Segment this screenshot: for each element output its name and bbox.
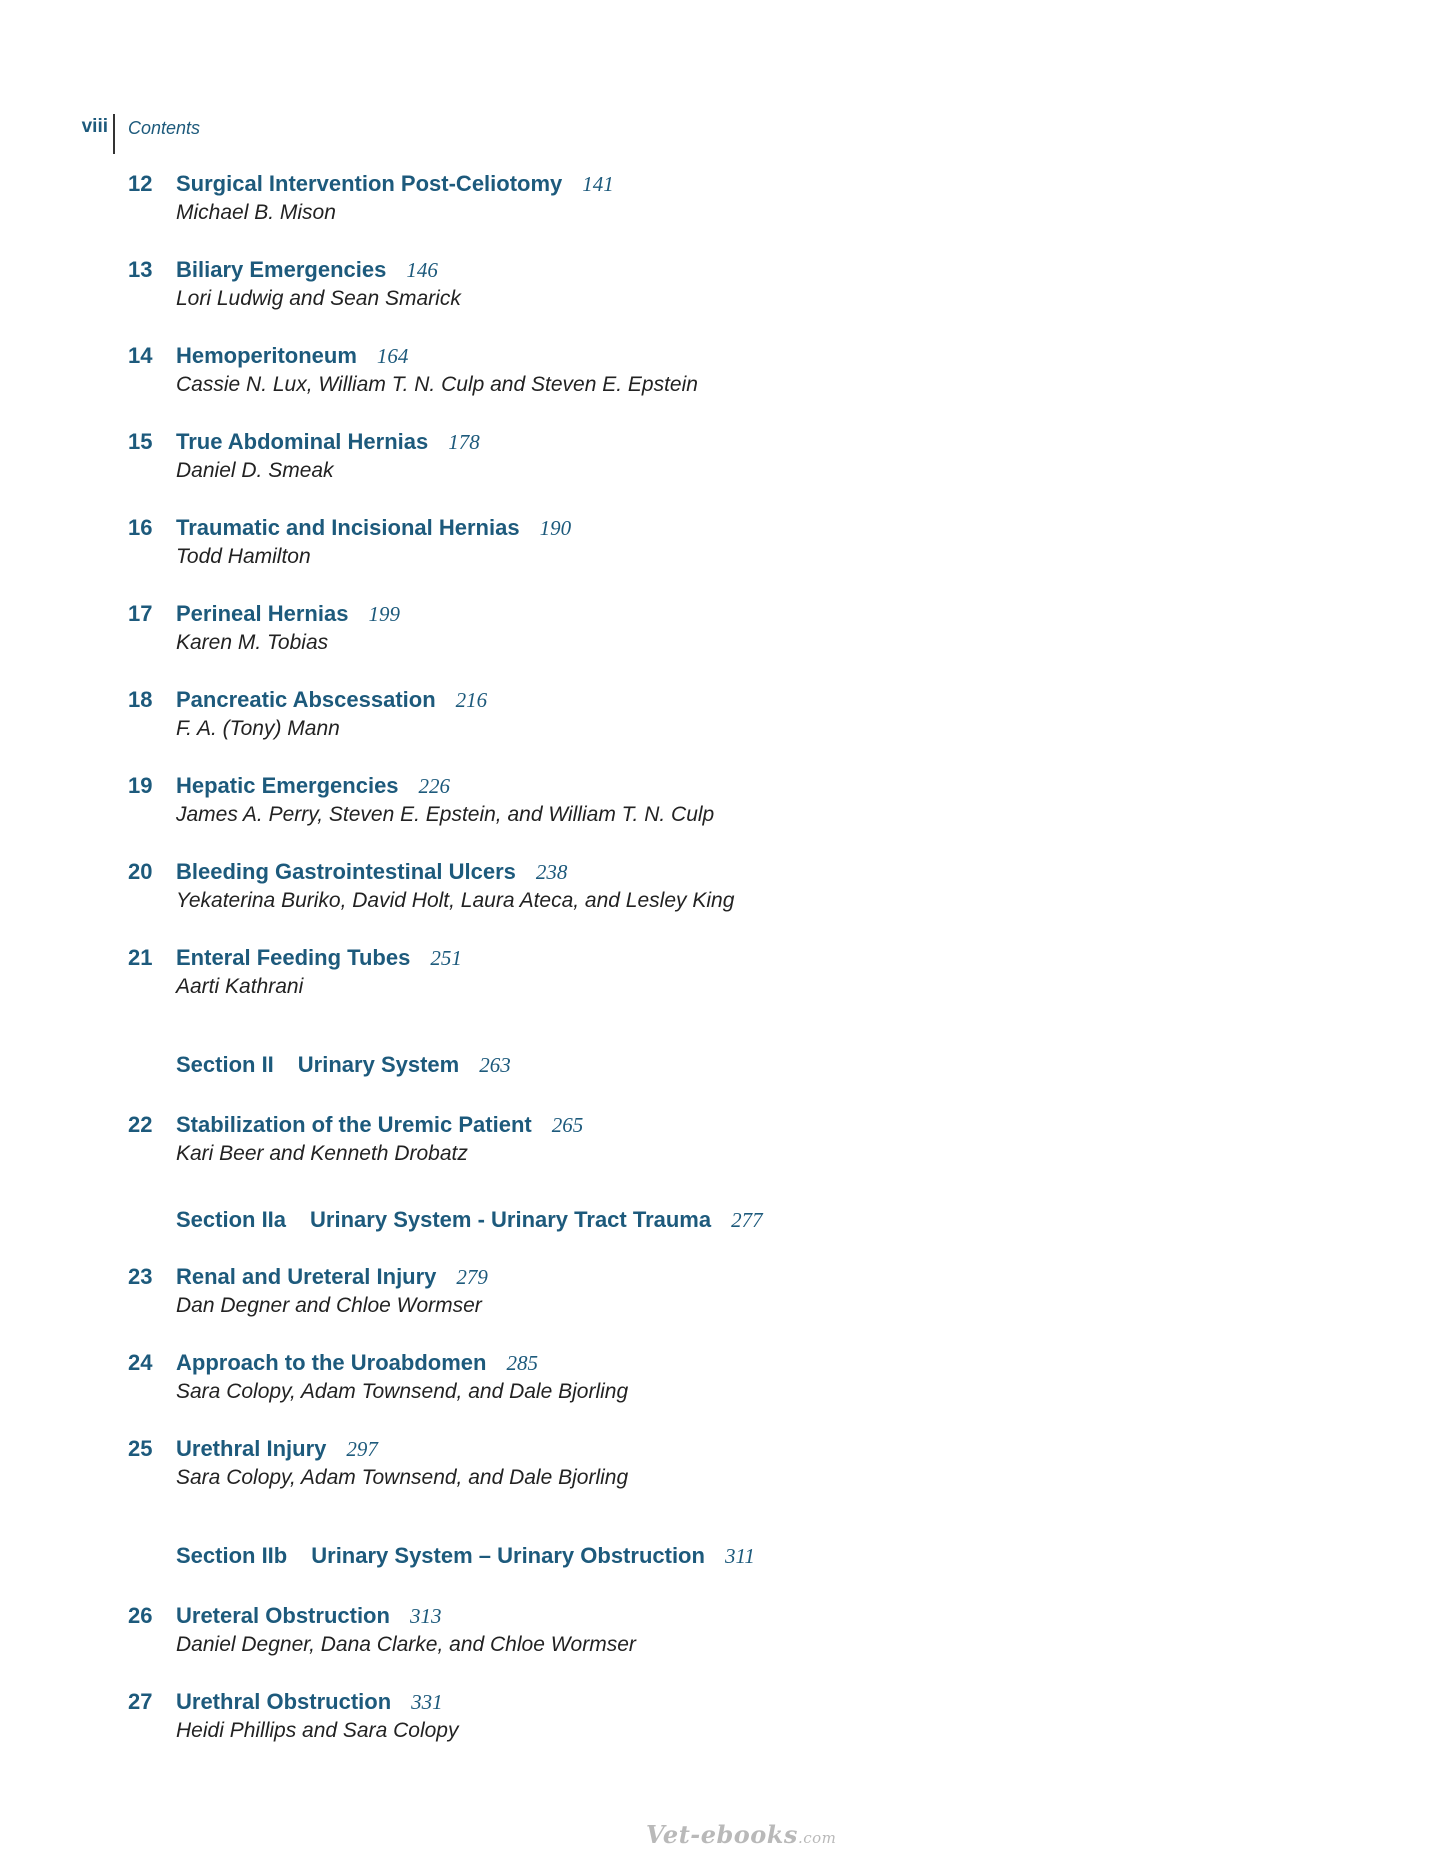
chapter-title-group [176, 1112, 583, 1138]
chapter-title: Pancreatic Abscessation [176, 687, 436, 712]
chapter-authors: Lori Ludwig and Sean Smarick [176, 287, 461, 310]
chapter-page-number: 313 [409, 1604, 442, 1628]
chapter-page-number: 216 [455, 688, 488, 712]
chapter-title-group [176, 601, 400, 627]
chapter-page-number: 279 [456, 1265, 488, 1289]
chapter-page-number: 141 [582, 172, 614, 196]
chapter-authors: Todd Hamilton [176, 545, 311, 568]
section-page-number: 263 [479, 1053, 511, 1077]
chapter-line [0, 1689, 1445, 1719]
chapter-line [0, 1350, 1445, 1380]
chapter-number: 23 [128, 1264, 153, 1289]
chapter-title: Hemoperitoneum [176, 343, 357, 368]
chapter-number: 12 [128, 171, 153, 196]
section-page-number: 277 [731, 1208, 763, 1232]
chapter-page-number: 164 [376, 344, 409, 368]
chapter-entry [0, 1436, 1445, 1489]
chapter-number: 21 [128, 945, 153, 970]
chapter-title: Urethral Obstruction [176, 1689, 392, 1714]
chapter-entry [0, 257, 1445, 310]
chapter-title-group [176, 859, 567, 885]
chapter-title-group [176, 343, 408, 369]
chapter-authors: Dan Degner and Chloe Wormser [176, 1294, 482, 1317]
chapter-entry [0, 1603, 1445, 1656]
chapter-title-group [176, 1264, 488, 1290]
chapter-page-number: 285 [506, 1351, 538, 1375]
chapter-entry [0, 687, 1445, 740]
chapter-number: 22 [128, 1112, 153, 1137]
chapter-title-group [176, 1436, 378, 1462]
chapter-line [0, 429, 1445, 459]
chapter-title-group [176, 1603, 441, 1629]
chapter-authors: Kari Beer and Kenneth Drobatz [176, 1142, 468, 1165]
chapter-authors: James A. Perry, Steven E. Epstein, and William T. N. Culp [176, 803, 715, 826]
chapter-line [0, 1264, 1445, 1294]
chapter-authors: Heidi Phillips and Sara Colopy [176, 1719, 459, 1742]
chapter-number: 19 [128, 773, 153, 798]
section-line [0, 1052, 1445, 1082]
chapter-authors: Sara Colopy, Adam Townsend, and Dale Bjorling [176, 1380, 629, 1403]
chapter-page-number: 146 [406, 258, 438, 282]
section-heading [0, 1052, 1445, 1082]
chapter-number: 17 [128, 601, 153, 626]
chapter-entry [0, 343, 1445, 396]
chapter-title: Urethral Injury [176, 1436, 327, 1461]
chapter-page-number: 199 [368, 602, 400, 626]
chapter-title: True Abdominal Hernias [176, 429, 429, 454]
chapter-line [0, 1112, 1445, 1142]
chapter-title-group [176, 945, 462, 971]
chapter-entry [0, 429, 1445, 482]
chapter-authors: Cassie N. Lux, William T. N. Culp and Steven E. Epstein [176, 373, 698, 396]
chapter-title: Stabilization of the Uremic Patient [176, 1112, 532, 1137]
section-heading [0, 1207, 1445, 1237]
chapter-number: 15 [128, 429, 153, 454]
running-head: Contents [128, 118, 201, 138]
chapter-number: 27 [128, 1689, 153, 1714]
section-label: Section II [176, 1052, 274, 1077]
chapter-entry [0, 859, 1445, 912]
header-divider [113, 114, 115, 154]
chapter-entry [0, 1350, 1445, 1403]
chapter-title: Hepatic Emergencies [176, 773, 399, 798]
chapter-authors: Michael B. Mison [176, 201, 336, 224]
chapter-line [0, 773, 1445, 803]
chapter-title: Biliary Emergencies [176, 257, 387, 282]
chapter-title-group [176, 257, 438, 283]
chapter-authors: Aarti Kathrani [176, 975, 304, 998]
chapter-line [0, 687, 1445, 717]
chapter-page-number: 297 [346, 1437, 378, 1461]
chapter-title: Renal and Ureteral Injury [176, 1264, 437, 1289]
chapter-title-group [176, 171, 614, 197]
chapter-title-group [176, 1350, 538, 1376]
chapter-title-group [176, 429, 480, 455]
chapter-page-number: 178 [448, 430, 480, 454]
chapter-number: 13 [128, 257, 153, 282]
watermark-logo-main: Vet-ebooks [646, 1820, 798, 1849]
chapter-authors: Sara Colopy, Adam Townsend, and Dale Bjorling [176, 1466, 629, 1489]
page-folio: viii [81, 116, 108, 137]
section-title-group [176, 1207, 763, 1233]
chapter-title: Enteral Feeding Tubes [176, 945, 411, 970]
chapter-title-group [176, 687, 487, 713]
chapter-title-group [176, 773, 450, 799]
chapter-entry [0, 601, 1445, 654]
section-title-group [176, 1543, 755, 1569]
watermark-logo [646, 1820, 836, 1849]
chapter-page-number: 226 [418, 774, 451, 798]
chapter-page-number: 331 [411, 1690, 443, 1714]
chapter-title: Ureteral Obstruction [176, 1603, 390, 1628]
chapter-line [0, 171, 1445, 201]
chapter-entry [0, 773, 1445, 826]
chapter-title: Traumatic and Incisional Hernias [176, 515, 520, 540]
chapter-title-group [176, 515, 571, 541]
chapter-number: 16 [128, 515, 153, 540]
chapter-title: Perineal Hernias [176, 601, 349, 626]
chapter-number: 26 [128, 1603, 153, 1628]
section-title: Urinary System – Urinary Obstruction [311, 1543, 705, 1568]
section-label: Section IIa [176, 1207, 287, 1232]
chapter-entry [0, 945, 1445, 998]
section-title: Urinary System [297, 1052, 460, 1077]
chapter-line [0, 343, 1445, 373]
chapter-entry [0, 171, 1445, 224]
chapter-line [0, 515, 1445, 545]
chapter-authors: Yekaterina Buriko, David Holt, Laura Ateca, and Lesley King [176, 889, 735, 912]
chapter-entry [0, 1112, 1445, 1165]
section-label: Section IIb [176, 1543, 288, 1568]
chapter-authors: F. A. (Tony) Mann [176, 717, 340, 740]
chapter-line [0, 1436, 1445, 1466]
chapter-number: 20 [128, 859, 153, 884]
chapter-line [0, 945, 1445, 975]
chapter-number: 24 [128, 1350, 153, 1375]
chapter-authors: Karen M. Tobias [176, 631, 329, 654]
section-line [0, 1207, 1445, 1237]
section-page-number: 311 [724, 1544, 755, 1568]
chapter-line [0, 859, 1445, 889]
chapter-number: 14 [128, 343, 153, 368]
chapter-number: 18 [128, 687, 153, 712]
chapter-line [0, 257, 1445, 287]
chapter-title: Approach to the Uroabdomen [176, 1350, 487, 1375]
chapter-line [0, 601, 1445, 631]
section-title: Urinary System - Urinary Tract Trauma [310, 1207, 712, 1232]
chapter-page-number: 265 [551, 1113, 584, 1137]
chapter-line [0, 1603, 1445, 1633]
section-line [0, 1543, 1445, 1573]
chapter-entry [0, 1264, 1445, 1317]
chapter-page-number: 190 [539, 516, 572, 540]
chapter-entry [0, 1689, 1445, 1742]
chapter-entry [0, 515, 1445, 568]
chapter-authors: Daniel D. Smeak [176, 459, 334, 482]
chapter-authors: Daniel Degner, Dana Clarke, and Chloe Wormser [176, 1633, 636, 1656]
section-heading [0, 1543, 1445, 1573]
chapter-title: Surgical Intervention Post-Celiotomy [176, 171, 563, 196]
chapter-number: 25 [128, 1436, 153, 1461]
chapter-page-number: 251 [430, 946, 462, 970]
chapter-title: Bleeding Gastrointestinal Ulcers [176, 859, 516, 884]
section-title-group [176, 1052, 511, 1078]
watermark-logo-suffix: .com [797, 1829, 837, 1847]
chapter-title-group [176, 1689, 443, 1715]
chapter-page-number: 238 [535, 860, 568, 884]
